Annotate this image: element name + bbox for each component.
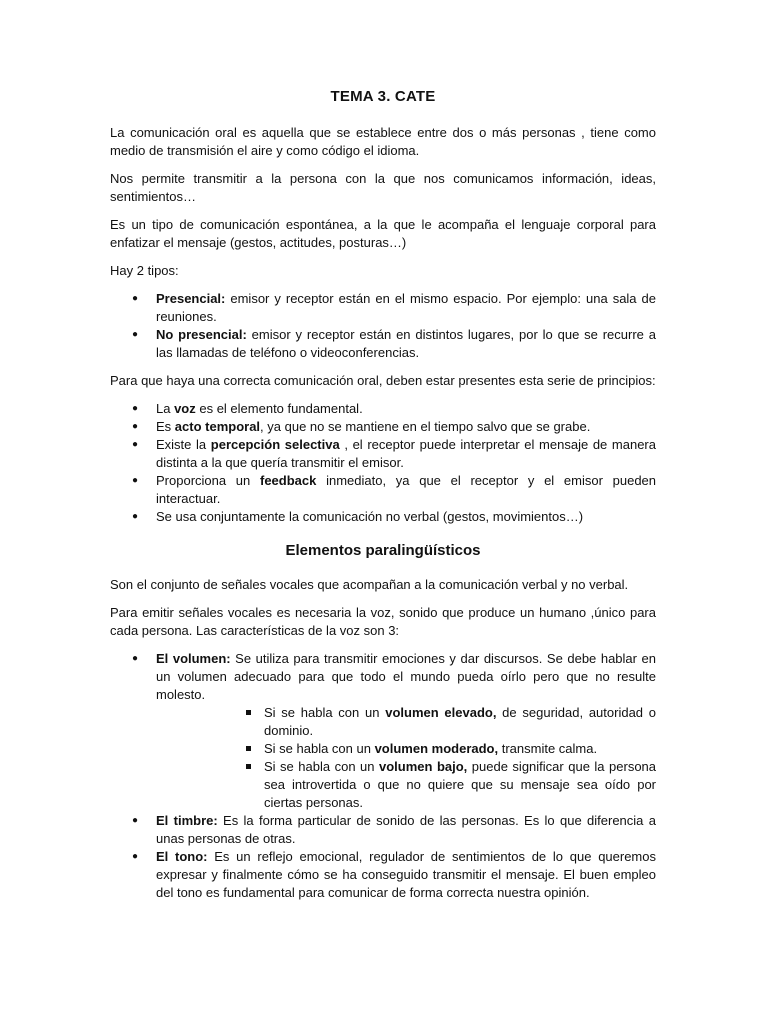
paragraph-principles-intro: Para que haya una correcta comunicación oral, deben estar presentes esta serie de principios: (110, 373, 656, 388)
text: de seguridad, autoridad o dominio. (264, 705, 656, 738)
term: El volumen: (156, 651, 231, 666)
text: transmite calma. (498, 741, 598, 756)
text: Existe la (156, 437, 211, 452)
principles-list (110, 400, 656, 526)
term: El timbre: (156, 813, 218, 828)
paragraph-paralinguistic-definition: Son el conjunto de señales vocales que acompañan a la comunicación verbal y no verbal. (110, 577, 629, 592)
definition: Es la forma particular de sonido de las personas. Es lo que diferencia a unas personas de otras. (156, 813, 656, 846)
page-title: TEMA 3. CATE (330, 88, 436, 105)
list-item-principle (110, 418, 656, 436)
text: es el elemento fundamental. (195, 401, 363, 416)
volumen-sublist (156, 704, 656, 812)
text: Es (156, 419, 175, 434)
term: volumen elevado, (385, 705, 497, 720)
term: volumen bajo, (379, 759, 468, 774)
definition: Se utiliza para transmitir emociones y dar discursos. Se debe hablar en un volumen adecuado para que todo el mundo pueda oírlo pero que no resulte molesto. (156, 651, 656, 702)
paragraph-definition: La comunicación oral es aquella que se establece entre dos o más personas , tiene como medio de transmisión el aire y como código el idioma. (110, 125, 656, 158)
text: La (156, 401, 175, 416)
list-item-principle (110, 436, 656, 472)
text: , el receptor puede interpretar el mensaje de manera distinta a la que quería transmitir el emisor. (156, 437, 656, 470)
term: acto temporal (174, 419, 261, 434)
text: puede significar que la persona sea introvertida o que no quiere que su mensaje sea oído por ciertas personas. (264, 759, 657, 810)
text: , ya que no se mantiene en el tiempo salvo que se grabe. (260, 419, 591, 434)
sublist-item (246, 758, 656, 812)
text: inmediato, ya que el receptor y el emisor pueden interactuar. (156, 473, 657, 506)
section-title: Elementos paralingüísticos (285, 542, 481, 559)
text: Si se habla con un (264, 705, 386, 720)
list-item-tono (110, 848, 656, 902)
paragraph-spontaneous: Es un tipo de comunicación espontánea, a la que le acompaña el lenguaje corporal para enfatizar el mensaje (gestos, actitudes, posturas…) (110, 217, 656, 250)
text: (gestos, movimientos…) (439, 509, 584, 524)
paragraph-voice-intro: Para emitir señales vocales es necesaria la voz, sonido que produce un humano ,único para cada persona. Las características de la voz son 3: (110, 605, 656, 638)
term: El tono: (156, 849, 208, 864)
list-item-timbre (110, 812, 656, 848)
definition: Es un reflejo emocional, regulador de sentimientos de lo que queremos expresar y finalmente cómo se ha conseguido transmitir el mensaje. El buen empleo del tono es fundamental para comunicar de forma correcta nuestra opinión. (156, 849, 656, 900)
list-item-volumen (110, 650, 656, 812)
definition: emisor y receptor están en distintos lugares, por lo que se recurre a las llamadas de teléfono o videoconferencias. (156, 327, 656, 360)
term: percepción selectiva (210, 437, 340, 452)
term: No presencial: (156, 327, 247, 342)
text: Proporciona un (156, 473, 260, 488)
paragraph-types-intro: Hay 2 tipos: (110, 263, 179, 278)
text: Si se habla con un (264, 759, 379, 774)
list-item-presencial (110, 290, 656, 326)
voice-traits-list (110, 650, 656, 902)
list-item-principle (110, 472, 656, 508)
sublist-item (246, 704, 656, 740)
term: feedback (260, 473, 317, 488)
list-item-principle (110, 508, 656, 526)
sublist-item (246, 740, 656, 758)
term: Presencial: (156, 291, 226, 306)
term: volumen moderado, (374, 741, 499, 756)
definition: emisor y receptor están en el mismo espacio. Por ejemplo: una sala de reuniones. (156, 291, 656, 324)
types-list (110, 290, 656, 362)
term: voz (174, 401, 196, 416)
paragraph-purpose: Nos permite transmitir a la persona con la que nos comunicamos información, ideas, sentimientos… (110, 171, 656, 204)
list-item-no-presencial (110, 326, 656, 362)
list-item-principle (110, 400, 656, 418)
text: Si se habla con un (264, 741, 375, 756)
text: Se usa conjuntamente la comunicación no verbal (156, 509, 440, 524)
